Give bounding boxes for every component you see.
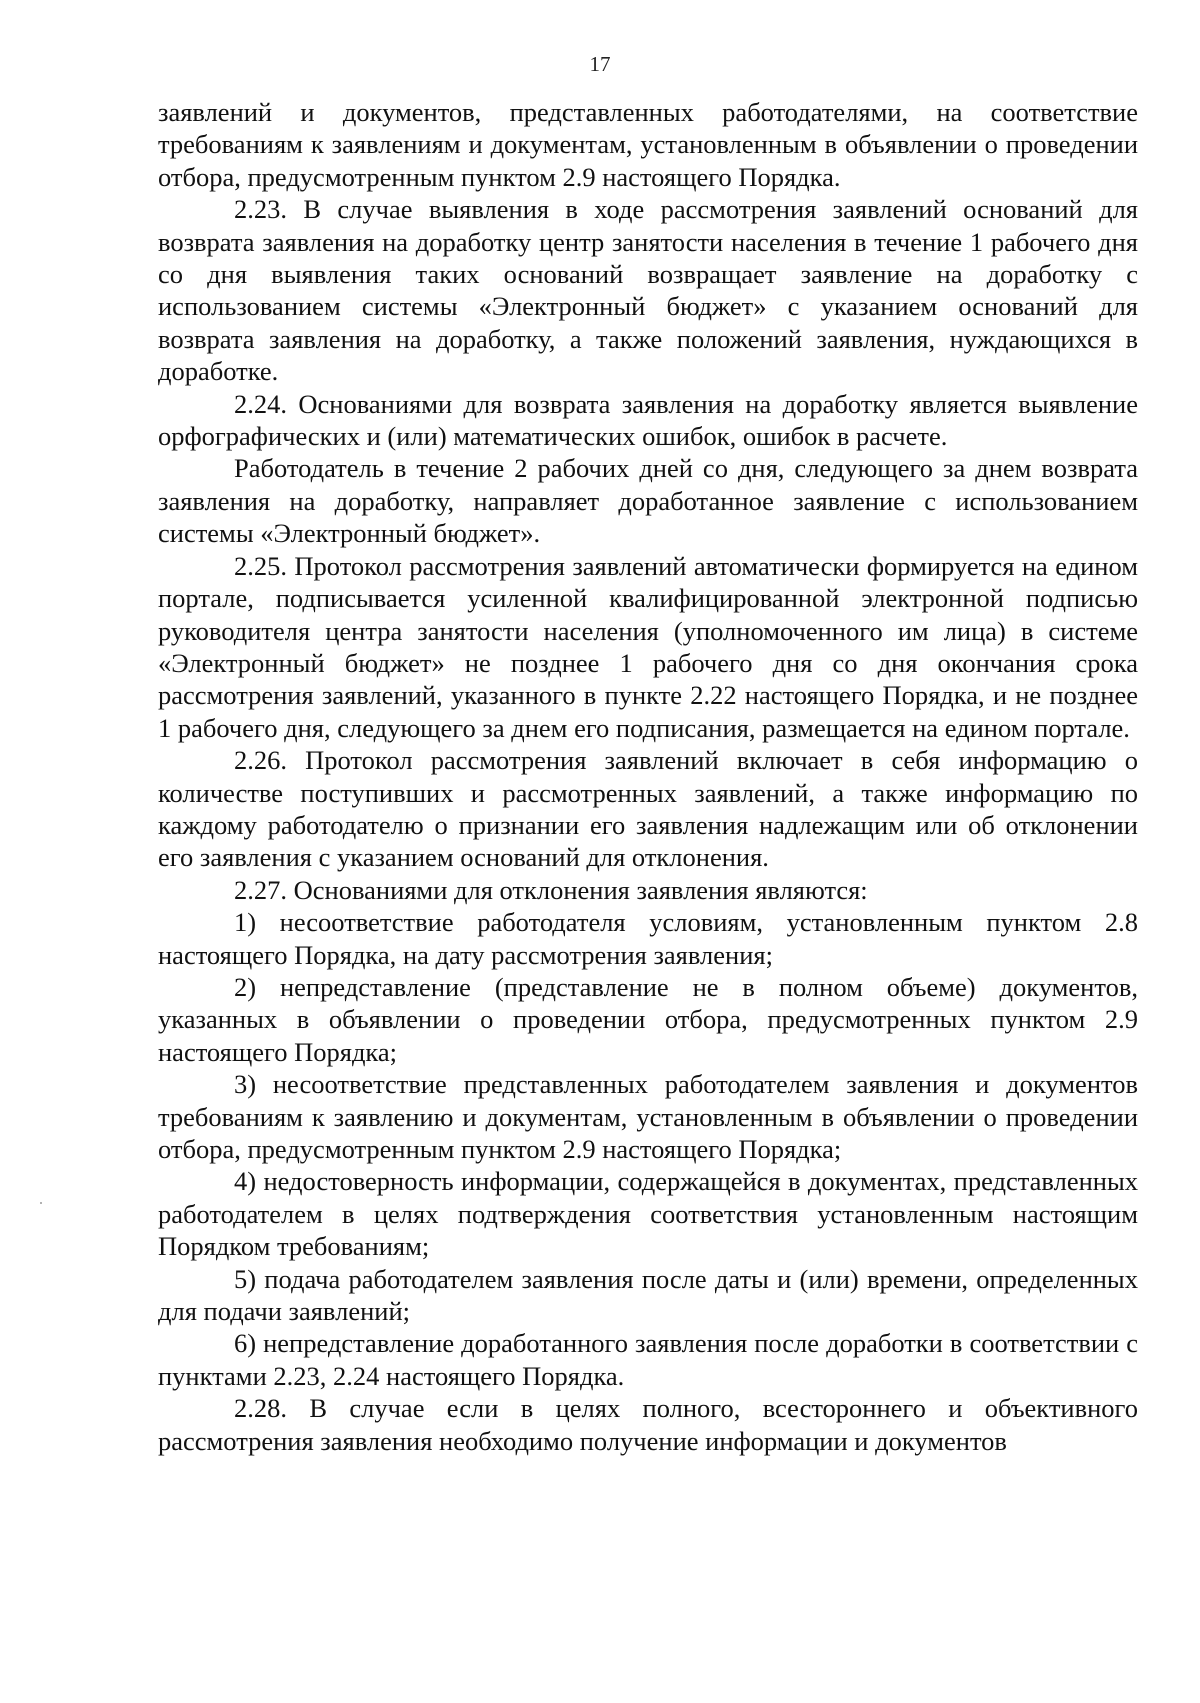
paragraph-2-23: 2.23. В случае выявления в ходе рассмотрения заявлений оснований для возврата заявления на доработку центр занятости населения в течение 1 рабочего дня со дня выявления таких оснований возвращает заявление на доработку с использованием системы «Электронный бюджет» с указанием оснований для возврата заявления на доработку, а также положений заявления, нуждающихся в доработке. <box>158 194 1138 387</box>
scan-speck <box>40 1202 42 1204</box>
list-item-4: 4) недостоверность информации, содержащейся в документах, представленных работодателем в целях подтверждения соответствия установленным настоящим Порядком требованиям; <box>158 1166 1138 1262</box>
paragraph-employer-resubmission: Работодатель в течение 2 рабочих дней со дня, следующего за днем возврата заявления на доработку, направляет доработанное заявление с использованием системы «Электронный бюджет». <box>158 453 1138 549</box>
list-item-2: 2) непредставление (представление не в полном объеме) документов, указанных в объявлении о проведении отбора, предусмотренных пунктом 2.9 настоящего Порядка; <box>158 971 1138 1067</box>
list-item-1: 1) несоответствие работодателя условиям, установленным пунктом 2.8 настоящего Порядка, на дату рассмотрения заявления; <box>158 907 1138 970</box>
paragraph-2-26: 2.26. Протокол рассмотрения заявлений включает в себя информацию о количестве поступивших и рассмотренных заявлений, а также информацию по каждому работодателю о признании его заявления надлежащим или об отклонении его заявления с указанием оснований для отклонения. <box>158 745 1138 873</box>
paragraph-2-25: 2.25. Протокол рассмотрения заявлений автоматически формируется на едином портале, подписывается усиленной квалифицированной электронной подписью руководителя центра занятости населения (уполномоченного им лица) в системе «Электронный бюджет» не позднее 1 рабочего дня со дня окончания срока рассмотрения заявлений, указанного в пункте 2.22 настоящего Порядка, и не позднее 1 рабочего дня, следующего за днем его подписания, размещается на едином портале. <box>158 550 1138 743</box>
list-item-3: 3) несоответствие представленных работодателем заявления и документов требованиям к заявлению и документам, установленным в объявлении о проведении отбора, предусмотренным пунктом 2.9 настоящего Порядка; <box>158 1069 1138 1164</box>
paragraph-continuation: заявлений и документов, представленных работодателями, на соответствие требованиям к заявлениям и документам, установленным в объявлении о проведении отбора, предусмотренным пунктом 2.9 настоящего Порядка. <box>158 97 1138 192</box>
page-number: 17 <box>589 52 611 76</box>
paragraph-2-27: 2.27. Основаниями для отклонения заявления являются: <box>234 874 868 905</box>
paragraph-2-28: 2.28. В случае если в целях полного, всестороннего и объективного рассмотрения заявления необходимо получение информации и документов <box>158 1393 1138 1456</box>
paragraph-2-24: 2.24. Основаниями для возврата заявления на доработку является выявление орфографических и (или) математических ошибок, ошибок в расчете. <box>158 388 1138 452</box>
list-item-5: 5) подача работодателем заявления после даты и (или) времени, определенных для подачи заявлений; <box>158 1263 1138 1327</box>
list-item-6: 6) непредставление доработанного заявления после доработки в соответствии с пунктами 2.23, 2.24 настоящего Порядка. <box>158 1328 1138 1391</box>
document-body <box>158 96 1138 1457</box>
